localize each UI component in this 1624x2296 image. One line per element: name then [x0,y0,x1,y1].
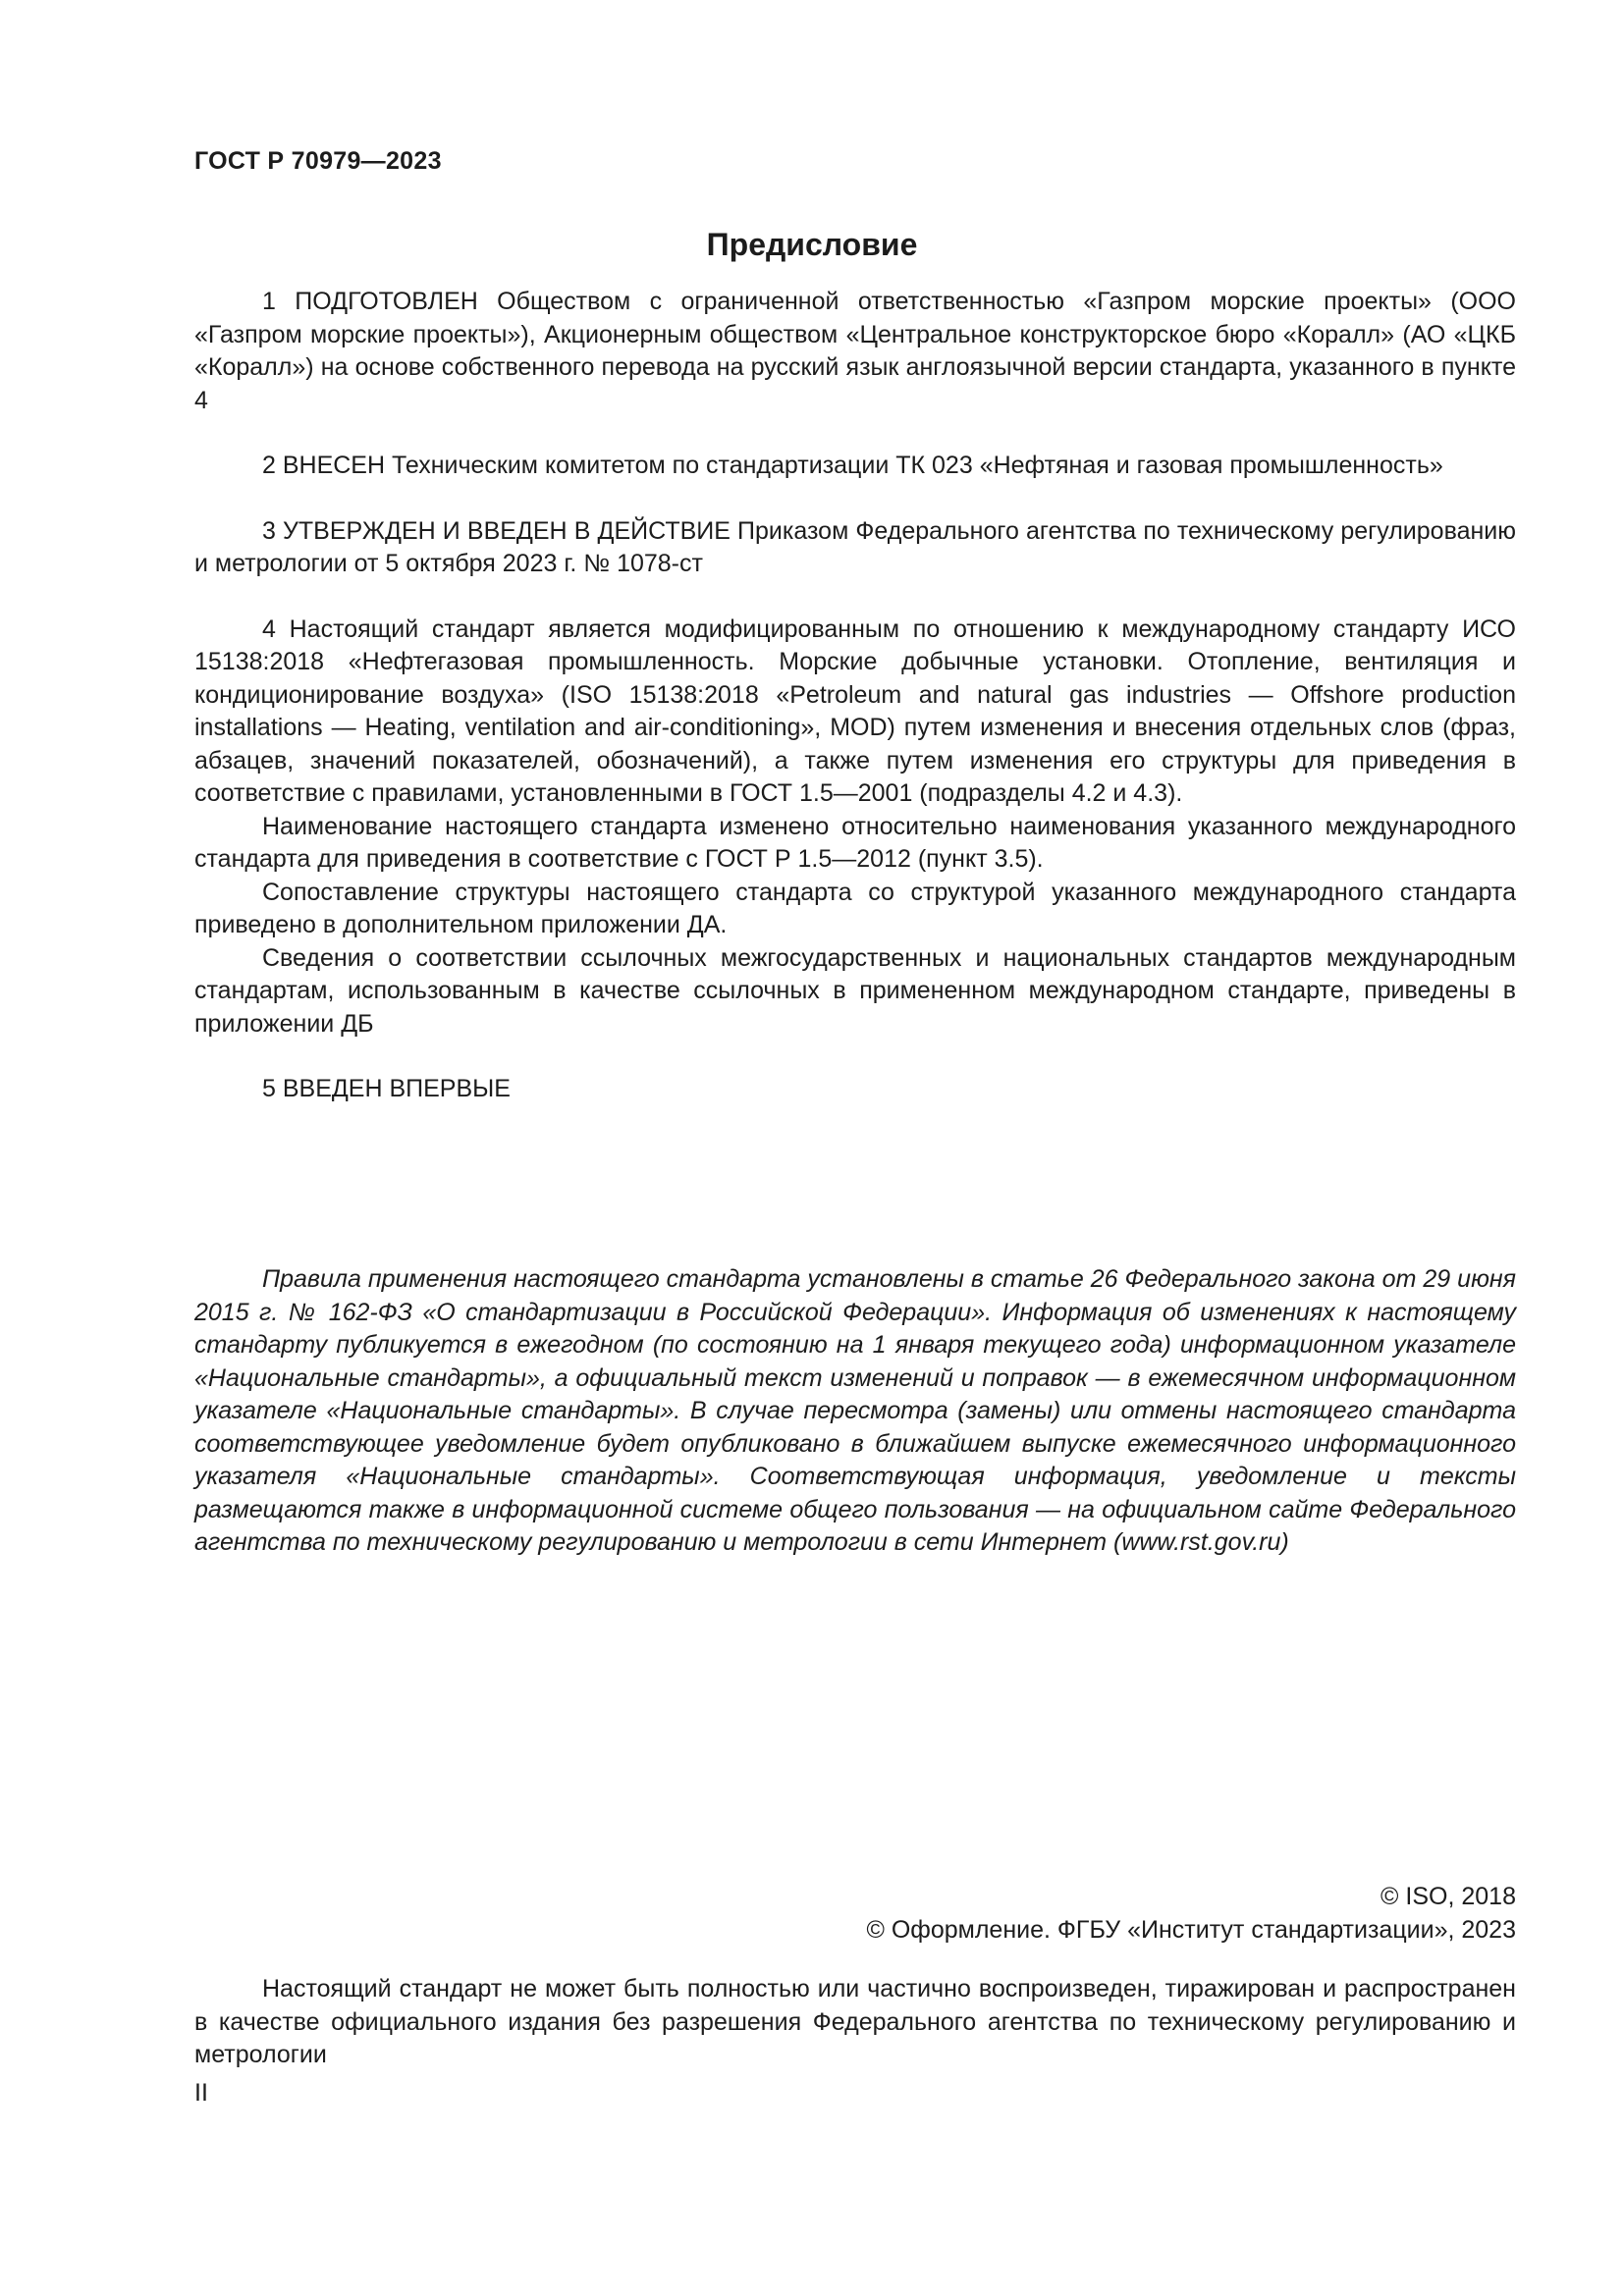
page-title: Предисловие [706,227,918,262]
copyright-block [866,1880,1516,1947]
paragraph-4-main: 4 Настоящий стандарт является модифицированным по отношению к международному стандарту ИСО 15138:2018 «Нефтегазовая промышленность. Морские добычные установки. Отопление, вентиляция и кондиционирование воздуха» (ISO 15138:2018 «Petroleum and natural gas industries — Offshore production installations — Heating, ventilation and air-conditioning», MOD) путем изменения и внесения отдельных слов (фраз, абзацев, значений показателей, обозначений), а также путем изменения его структуры для приведения в соответствие с правилами, установленными в ГОСТ 1.5—2001 (подразделы 4.2 и 4.3). [194,614,1516,807]
paragraph-4-name-change: Наименование настоящего стандарта изменено относительно наименования указанного международного стандарта для приведения в соответствие с ГОСТ Р 1.5—2012 (пункт 3.5). [194,812,1516,873]
paragraph-5: 5 ВВЕДЕН ВПЕРВЫЕ [262,1075,511,1102]
paragraph-3: 3 УТВЕРЖДЕН И ВВЕДЕН В ДЕЙСТВИЕ Приказом Федерального агентства по техническому регулированию и метрологии от 5 октября 2023 г. № 1078-ст [194,516,1516,577]
copyright-iso: © ISO, 2018 [1380,1883,1516,1910]
paragraph-4-structure: Сопоставление структуры настоящего стандарта со структурой указанного международного стандарта приведено в дополнительном приложении ДА. [194,878,1516,938]
paragraph-4-references: Сведения о соответствии ссылочных межгосударственных и национальных стандартов международным стандартам, использованным в качестве ссылочных в примененном международном стандарте, приведены в приложении ДБ [194,943,1516,1038]
rules-of-application-text: Правила применения настоящего стандарта установлены в статье 26 Федерального закона от 29 июня 2015 г. № 162-ФЗ «О стандартизации в Российской Федерации». Информация об изменениях к настоящему стандарту публикуется в ежегодном (по состоянию на 1 января текущего года) информационном указателе «Национальные стандарты», а официальный текст изменений и поправок — в ежемесячном информационном указателе «Национальные стандарты». В случае пересмотра (замены) или отмены настоящего стандарта соответствующее уведомление будет опубликовано в ближайшем выпуске ежемесячного информационного указателя «Национальные стандарты». Соответствующая информация, уведомление и тексты размещаются также в информационной системе общего пользования — на официальном сайте Федерального агентства по техническому регулированию и метрологии в сети Интернет (www.rst.gov.ru) [194,1265,1516,1556]
document-header: ГОСТ Р 70979—2023 [194,147,442,175]
copyright-design: © Оформление. ФГБУ «Институт стандартизации», 2023 [866,1916,1516,1944]
paragraph-1: 1 ПОДГОТОВЛЕН Обществом с ограниченной ответственностью «Газпром морские проекты» (ООО «Газпром морские проекты»), Акционерным обществом «Центральное конструкторское бюро «Коралл» (АО «ЦКБ «Коралл») на основе собственного перевода на русский язык англоязычной версии стандарта, указанного в пункте 4 [194,288,1516,414]
paragraph-2: 2 ВНЕСЕН Техническим комитетом по стандартизации ТК 023 «Нефтяная и газовая промышленность» [262,452,1443,479]
page-number: II [194,2079,208,2107]
foreword-body [194,286,1516,1106]
reproduction-notice: Настоящий стандарт не может быть полностью или частично воспроизведен, тиражирован и распространен в качестве официального издания без разрешения Федерального агентства по техническому регулированию и метрологии [194,1975,1516,2068]
